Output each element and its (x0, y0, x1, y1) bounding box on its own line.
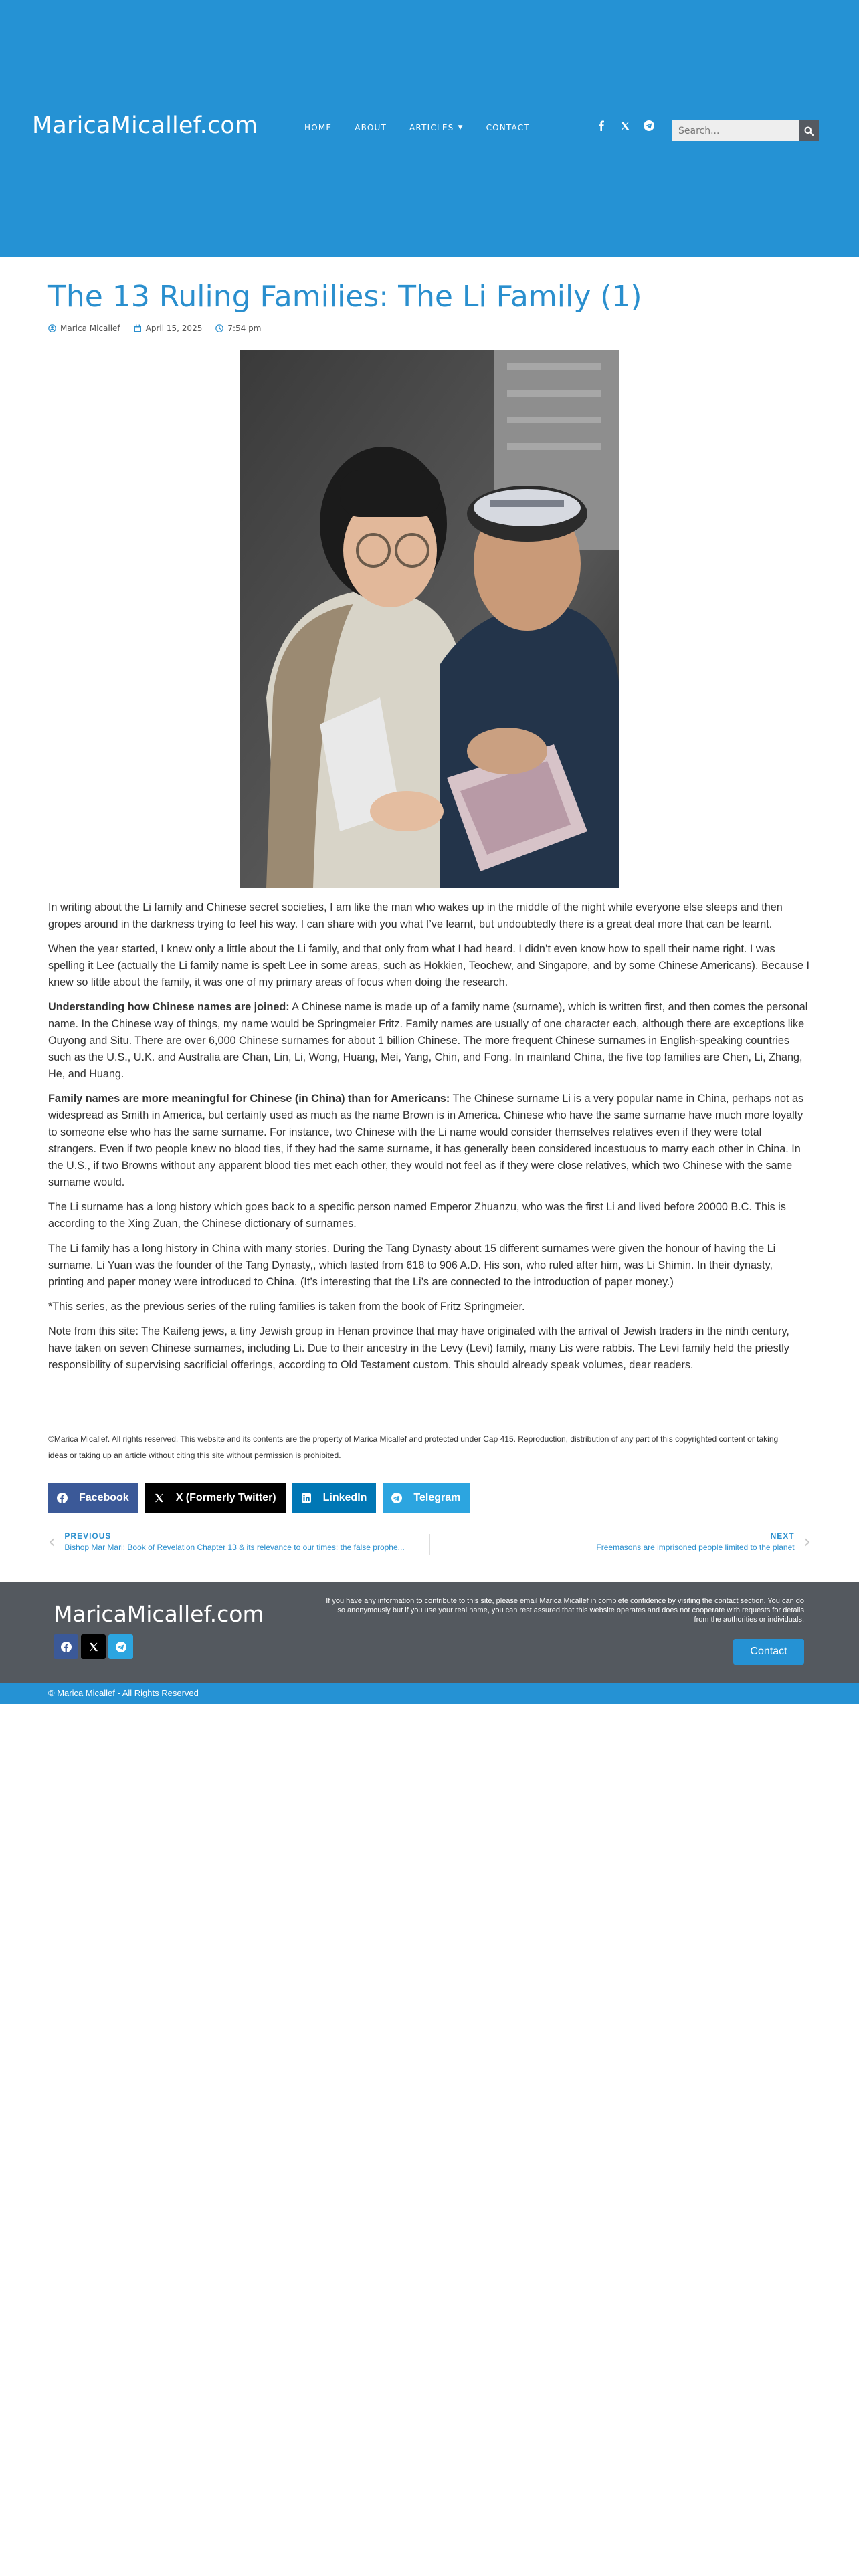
page-title: The 13 Ruling Families: The Li Family (1) (48, 280, 642, 314)
contact-button[interactable]: Contact (733, 1639, 804, 1665)
share-facebook-button[interactable] (48, 1483, 138, 1513)
chevron-left-icon: ‹ (48, 1531, 56, 1552)
calendar-icon (134, 324, 142, 332)
search-input[interactable] (672, 120, 799, 141)
telegram-icon[interactable] (644, 119, 654, 132)
nav-about-label: ABOUT (355, 123, 387, 132)
post-date-text: April 15, 2025 (145, 324, 203, 333)
paragraph-heading: Understanding how Chinese names are joined: (48, 1001, 290, 1013)
nav-articles-label: ARTICLES (409, 123, 454, 132)
paragraph: Note from this site: The Kaifeng jews, a tiny Jewish group in Henan province that may have originated with the arrival of Jewish traders in the ninth century, have taken on seven Chinese surnames, including Li. Due to their ancestry in the Levy (Levi) family, many Lis were rabbis. The Levi family held the priestly responsibility of supervising sacrificial offerings, according to Old Testament custom. This should already speak volumes, dear readers. (48, 1325, 789, 1371)
post-time-text: 7:54 pm (227, 324, 262, 333)
post-author-name: Marica Micallef (60, 324, 120, 333)
post-time (215, 324, 261, 333)
x-icon[interactable] (619, 119, 630, 132)
bottom-bar (0, 1683, 859, 1704)
search-button[interactable] (799, 120, 819, 141)
footer-social (54, 1634, 133, 1659)
featured-image (240, 350, 619, 888)
nav-contact-label: CONTACT (486, 123, 530, 132)
paragraph-heading: Family names are more meaningful for Chinese (in China) than for Americans: (48, 1093, 450, 1105)
paragraph: When the year started, I knew only a little about the Li family, and that only from what I had heard. I didn’t even know how to spell their name right. I was spelling it Lee (actually the Li family name is spelt Lee in some areas, such as Hokkien, Teochew, and Singapore, and by some Chinese Americans). Because I knew so little about the family, it was one of my primary areas of focus when doing the research. (48, 943, 809, 988)
site-header (0, 0, 859, 257)
paragraph-text: A Chinese name is made up of a family name (surname), which is written first, and then comes the personal name. In the Chinese way of things, my name would be Springmeier Fritz. Family names are usually of one character each, although there are exceptions like Ouyong and Situ. There are over 6,000 Chinese surnames for about 1 billion Chinese. The more frequent Chinese surnames in English-speaking countries such as the U.S., U.K. and Australia are Chan, Lin, Li, Wong, Huang, Mei, Yang, Chin, and Fong. In mainland China, the five top families are Chen, Li, Zhang, He, and Huang. (48, 1001, 808, 1080)
next-post-link[interactable] (596, 1531, 811, 1552)
nav-contact[interactable] (486, 123, 530, 132)
post-author[interactable] (48, 324, 120, 333)
site-logo[interactable]: MaricaMicallef.com (32, 112, 258, 139)
nav-about[interactable] (355, 123, 387, 132)
share-label: LinkedIn (322, 1492, 367, 1503)
telegram-icon[interactable] (108, 1634, 133, 1659)
paragraph-text: The Chinese surname Li is a very popular name in China, perhaps not as widespread as Smith in America, but certainly used as much as the name Brown is in America. Chinese who have the same surname have much more loyalty to someone else who has the same surname. For instance, two Chinese with the Li name would consider themselves relatives even if they were total strangers. Even if two people knew no blood ties, if they had the same surname, it has generally been considered incestuous to marry each other in China. In the U.S., if two Browns without any apparent blood ties met each other, they would not feel as if they were close relatives, which two Chinese with the same surname would. (48, 1093, 804, 1188)
site-footer (0, 1582, 859, 1683)
post-navigation (48, 1531, 811, 1558)
paragraph: The Li family has a long history in China with many stories. During the Tang Dynasty about 15 different surnames were given the honour of having the Li surname. Li Yuan was the founder of the Tang Dynasty,, which lasted from 618 to 906 A.D. His son, who ruled after him, was Li Shimin. In their dynasty, printing and paper money were introduced to China. (It’s interesting that the Li’s are connected to the introduction of paper money.) (48, 1243, 776, 1288)
user-icon (48, 324, 56, 332)
linkedin-icon (292, 1483, 320, 1513)
paragraph (48, 1091, 811, 1191)
search-form (672, 120, 819, 141)
x-icon[interactable] (81, 1634, 106, 1659)
footer-info-text: If you have any information to contribute to this site, please email Marica Micallef in complete confidence by visiting the contact section. You can do so anonymously but if you use your real name, you can rest assured that this website operates and does not cooperate with requests for details from the authorities or individuals. (326, 1597, 804, 1624)
share-label: Facebook (79, 1492, 129, 1503)
chevron-down-icon: ▼ (458, 124, 464, 131)
share-linkedin-button[interactable] (292, 1483, 377, 1513)
paragraph (48, 999, 811, 1083)
nav-home-label: HOME (304, 123, 332, 132)
paragraph: The Li surname has a long history which goes back to a specific person named Emperor Zhuanzu, who was the first Li and lived before 20000 B.C. This is according to the Xing Zuan, the Chinese dictionary of surnames. (48, 1201, 786, 1230)
next-title: Freemasons are imprisoned people limited to the planet (596, 1543, 795, 1552)
post-content (48, 899, 811, 1382)
next-label: NEXT (770, 1531, 795, 1541)
clock-icon (215, 324, 223, 332)
previous-post-link[interactable] (48, 1531, 405, 1552)
chevron-right-icon: › (803, 1531, 811, 1552)
previous-title: Bishop Mar Mari: Book of Revelation Chapter 13 & its relevance to our times: the false prophe... (64, 1543, 405, 1552)
share-telegram-button[interactable] (383, 1483, 470, 1513)
share-buttons (48, 1483, 470, 1513)
facebook-icon[interactable] (595, 119, 606, 132)
copyright-footer: © Marica Micallef - All Rights Reserved (48, 1688, 199, 1698)
share-label: X (Formerly Twitter) (175, 1492, 276, 1503)
copyright-notice: ©Marica Micallef. All rights reserved. This website and its contents are the property of Marica Micallef and protected under Cap 415. Reproduction, distribution of any part of this copyrighted content or taking ideas or taking up an article without citing this site without permission is prohibited. (48, 1434, 779, 1460)
main-nav (304, 123, 553, 132)
header-social (595, 119, 654, 132)
share-label: Telegram (413, 1492, 461, 1503)
paragraph: *This series, as the previous series of the ruling families is taken from the book of Fritz Springmeier. (48, 1301, 525, 1313)
share-x-button[interactable] (145, 1483, 286, 1513)
paragraph: In writing about the Li family and Chinese secret societies, I am like the man who wakes up in the middle of the night while everyone else sleeps and then gropes around in the darkness trying to feel his way. I can share with you what I’ve learnt, but undoubtedly there is a great deal more that can be learnt. (48, 901, 783, 930)
post-date[interactable] (134, 324, 203, 333)
telegram-icon (383, 1483, 411, 1513)
facebook-icon[interactable] (54, 1634, 78, 1659)
footer-logo[interactable]: MaricaMicallef.com (54, 1601, 264, 1627)
nav-home[interactable] (304, 123, 332, 132)
post-meta (48, 324, 261, 333)
facebook-icon (48, 1483, 76, 1513)
x-icon (145, 1483, 173, 1513)
previous-label: PREVIOUS (64, 1531, 112, 1541)
search-icon (804, 126, 814, 136)
nav-articles[interactable] (409, 123, 464, 132)
